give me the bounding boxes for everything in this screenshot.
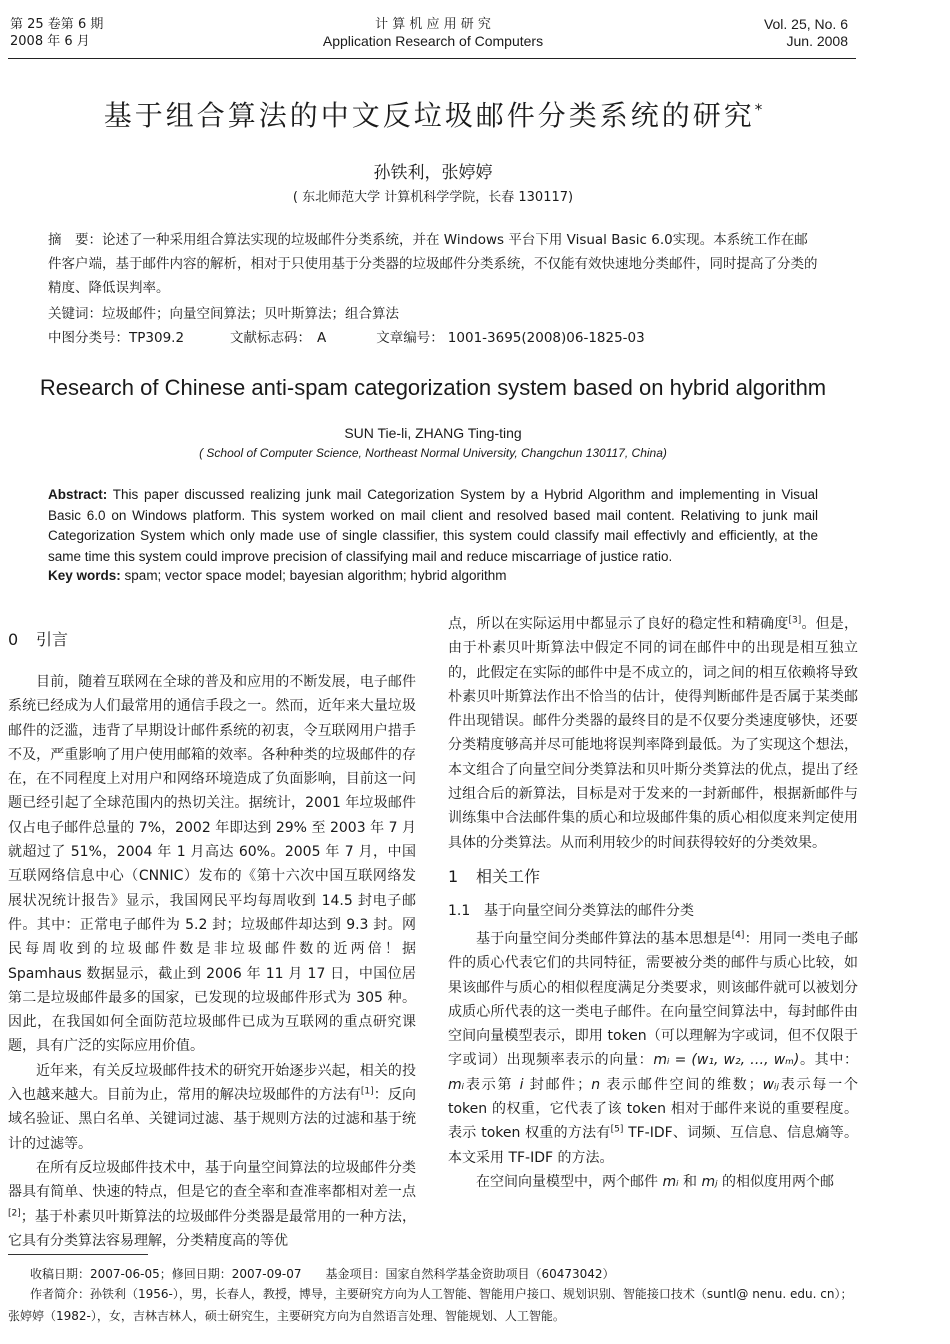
math-var: wᵢⱼ <box>762 1076 779 1093</box>
section-0-heading <box>8 628 416 652</box>
journal-volume-en <box>764 16 848 50</box>
section-1-number: 1 <box>448 866 459 886</box>
keywords-en <box>48 568 818 583</box>
abstract-en <box>48 485 818 567</box>
paragraph-text: 。但是，由于朴素贝叶斯算法中假定不同的词在邮件中的出现是相互独立的，此假定在实际的邮件中是不成立的，词之间的相互依赖将导致朴素贝叶斯算法作出不恰当的估计，使得判断邮件是否属于某类邮件出现错误。邮件分类器的最终目的是不仅要分类速度够快，还要分类精度够高并尽可能地将误判率降到最低。为了实现这个想法，本文组合了向量空间分类算法和贝叶斯分类算法的优点，提出了经过组合后的新算法，目标是对于发来的一封新邮件，根据新邮件与训练集中合法邮件集的质心和垃圾邮件集的质心相似度来判定使用具体的分类算法。从而利用较少的时间获得较好的分类效果。 <box>448 616 858 851</box>
section-1-title: 相关工作 <box>476 866 541 886</box>
paragraph <box>8 1059 416 1156</box>
paragraph-text: 表示邮件空间的维数； <box>600 1076 763 1093</box>
volume-en: Vol. 25, No. 6 <box>763 16 848 32</box>
footnote-dates-funding: 收稿日期：2007-06-05；修回日期：2007-09-07 基金项目：国家自然科学基金资助项目（60473042） <box>30 1267 615 1281</box>
paragraph <box>8 1156 416 1253</box>
authors-cn: 孙铁利，张婷婷 <box>373 163 493 183</box>
abstract-en-label: Abstract: <box>48 487 108 502</box>
math-var: n <box>591 1076 601 1093</box>
keywords-cn-text: 垃圾邮件；向量空间算法；贝叶斯算法；组合算法 <box>102 306 399 322</box>
title-footnote-mark: * <box>754 100 763 119</box>
paragraph-text: 点，所以在实际运用中都显示了良好的稳定性和精确度 <box>448 616 789 632</box>
paragraph: 目前，随着互联网在全球的普及和应用的不断发展，电子邮件系统已经成为人们最常用的通信手段之一。然而，近年来大量垃圾邮件的泛滥，违背了早期设计邮件系统的初衷，令互联网用户措手不及，严重影响了用户使用邮箱的效率。各种种类的垃圾邮件的存在，在不同程度上对用户和网络环境造成了负面影响，目前这一问题已经引起了全球范围内的热切关注。据统计，2001 年垃圾邮件仅占电子邮件总量的 7%，2002 年即达到 29% 至 2003 年 7 月就超过了 51%，2004 年 1 月高达 60%。2005 年 7 月，中国互联网络信息中心（CNNIC）发布的《第十六次中国互联网络发展状况统计报告》显示，我国网民平均每周收到 14.5 封电子邮件。其中：正常电子邮件为 5.2 封；垃圾邮件却达到 9.3 封。网民每周收到的垃圾邮件数是非垃圾邮件数的近两倍！据 Spamhaus 数据显示，截止到 2006 年 11 月 17 日，中国位居第二是垃圾邮件最多的国家，已发现的垃圾邮件形式为 305 种。因此，在我国如何全面防范垃圾邮件已成为互联网的重点研究课题，具有广泛的实际应用价值。 <box>8 674 416 1055</box>
math-var: i <box>519 1076 524 1093</box>
journal-date: 2008 年 6 月 <box>10 34 90 49</box>
article-number-label: 文章编号： <box>376 330 444 346</box>
footnote-author-bio-2: 张婷婷（1982-），女，吉林吉林人，硕士研究生，主要研究方向为自然语言处理、智能规划、人工智能。 <box>8 1309 565 1323</box>
paragraph-text: 。其中： <box>799 1052 859 1069</box>
section-0-number: 0 <box>8 630 19 649</box>
paragraph-text: 的相似度用两个邮 <box>717 1173 835 1190</box>
clc-label: 中图分类号： <box>48 330 129 346</box>
section-1-1-title: 基于向量空间分类算法的邮件分类 <box>484 902 694 919</box>
footnote-author-bio: 作者简介：孙铁利（1956-），男，长春人，教授，博导，主要研究方向为人工智能、智能用户接口、规划识别、智能接口技术（suntl@ nenu. edu. cn）； <box>30 1287 853 1301</box>
paragraph-text: 表示每一个 token 的权重，它代表了该 token 相对于邮件来说的重要程度。表示 token 权重的方法有 <box>448 1076 859 1142</box>
paragraph-text: TF-IDF、词频、互信息、信息熵等。本文采用 TF-IDF 的方法。 <box>448 1125 858 1166</box>
keywords-cn-label: 关键词： <box>48 306 102 322</box>
left-column <box>8 628 416 1253</box>
abstract-en-text: This paper discussed realizing junk mail Categorization System by a Hybrid Algorithm and implementing in Visual Basic 6.0 on Windows platform. This system worked on mail client and resolved based mail content. Relativing to junk mail Categorization System which only made use of single classifier, this system could classify mail effectivly and efficiently, at the same time this system could improve precision of classifying mail and reduce miscarriage of justice ratio. <box>48 487 818 564</box>
paragraph-text: ：用同一类电子邮件的质心代表它们的共同特征，需要被分类的邮件与质心比较，如果该邮件与质心的相似程度满足分类要求，则该邮件就可以被划分成质心所代表的这一类电子邮件。在向量空间算法中，每封邮件由空间向量模型表示，即用 token（可以理解为字或词，但不仅限于字或词）出现频率表示的向量： <box>448 930 859 1069</box>
paragraph-text: 近年来，有关反垃圾邮件技术的研究开始逐步兴起，相关的投入也越来越大。目前为止，常用的解决垃圾邮件的方法有 <box>8 1062 416 1104</box>
footnote-rule <box>8 1254 148 1255</box>
math-var: mⱼ <box>701 1173 718 1190</box>
abstract-cn <box>48 228 818 300</box>
keywords-en-label: Key words: <box>48 568 121 583</box>
right-column <box>448 612 858 1194</box>
title-cn-text: 基于组合算法的中文反垃圾邮件分类系统的研究 <box>103 99 755 132</box>
journal-volume: 第 25 卷第 6 期 <box>10 17 104 32</box>
paragraph-text: ；基于朴素贝叶斯算法的垃圾邮件分类器是最常用的一种方法，它具有分类算法容易理解，分类精度高的等优 <box>8 1208 416 1249</box>
section-1-1-heading <box>448 899 858 923</box>
journal-name-cn: 计 算 机 应 用 研 究 <box>375 17 491 32</box>
paper-title-cn <box>0 94 866 134</box>
abstract-cn-text: 论述了一种采用组合算法实现的垃圾邮件分类系统，并在 Windows 平台下用 Visual Basic 6.0实现。本系统工作在邮件客户端，基于邮件内容的解析，相对于只使用基于分类器的垃圾邮件分类系统，不仅能有效快速地分类邮件，同时提高了分类的精度、降低误判率。 <box>48 232 818 296</box>
journal-name <box>0 16 866 50</box>
journal-name-en: Application Research of Computers <box>322 33 544 49</box>
paragraph-text: 和 <box>678 1173 702 1190</box>
paragraph <box>448 927 858 1170</box>
section-0-title: 引言 <box>36 630 69 649</box>
keywords-cn <box>48 303 818 325</box>
section-1-heading <box>448 865 858 889</box>
paragraph <box>448 1170 858 1194</box>
keywords-en-text: spam; vector space model; bayesian algorithm; hybrid algorithm <box>124 568 507 583</box>
section-1-1-number: 1.1 <box>448 902 471 919</box>
affiliation-cn: ( 东北师范大学 计算机科学学院，长春 130117) <box>292 190 574 205</box>
authors-en: SUN Tie-li, ZHANG Ting-ting <box>344 425 522 441</box>
citation-ref: [3] <box>788 615 802 626</box>
doc-code-label: 文献标志码： <box>230 330 312 346</box>
date-en: Jun. 2008 <box>786 33 848 49</box>
affiliation-en: ( School of Computer Science, Northeast Normal University, Changchun 130117, China) <box>199 446 667 460</box>
paragraph-text: ：反向域名验证、黑白名单、关键词过滤、基于规则方法的过滤和基于统计的过滤等。 <box>8 1087 417 1152</box>
header-rule <box>8 58 856 59</box>
vector-formula: mᵢ = (w₁, w₂, …, wₘ) <box>653 1052 800 1069</box>
citation-ref: [1] <box>360 1086 374 1097</box>
paper-title-en: Research of Chinese anti-spam categorization system based on hybrid algorithm <box>39 375 827 400</box>
paragraph-text: 封邮件； <box>523 1076 592 1093</box>
clc-value: TP309.2 <box>129 330 185 346</box>
paragraph-text: 表示第 <box>464 1076 520 1093</box>
paragraph-text: 在所有反垃圾邮件技术中，基于向量空间算法的垃圾邮件分类器具有简单、快速的特点，但是它的查全率和查准率都相对差一点 <box>8 1159 416 1201</box>
doc-code-value: A <box>317 330 327 346</box>
citation-ref: [5] <box>610 1124 624 1135</box>
citation-ref: [4] <box>731 930 745 941</box>
paragraph-text: 在空间向量模型中，两个邮件 <box>476 1173 663 1190</box>
classification-line <box>48 327 818 349</box>
math-var: mᵢ <box>448 1076 465 1093</box>
paragraph <box>448 612 858 855</box>
math-var: mᵢ <box>662 1173 679 1190</box>
abstract-cn-label: 摘 要： <box>48 232 102 248</box>
paragraph-text: 基于向量空间分类邮件算法的基本思想是 <box>476 930 732 947</box>
article-number-value: 1001-3695(2008)06-1825-03 <box>447 330 645 346</box>
citation-ref: [2] <box>8 1207 21 1218</box>
